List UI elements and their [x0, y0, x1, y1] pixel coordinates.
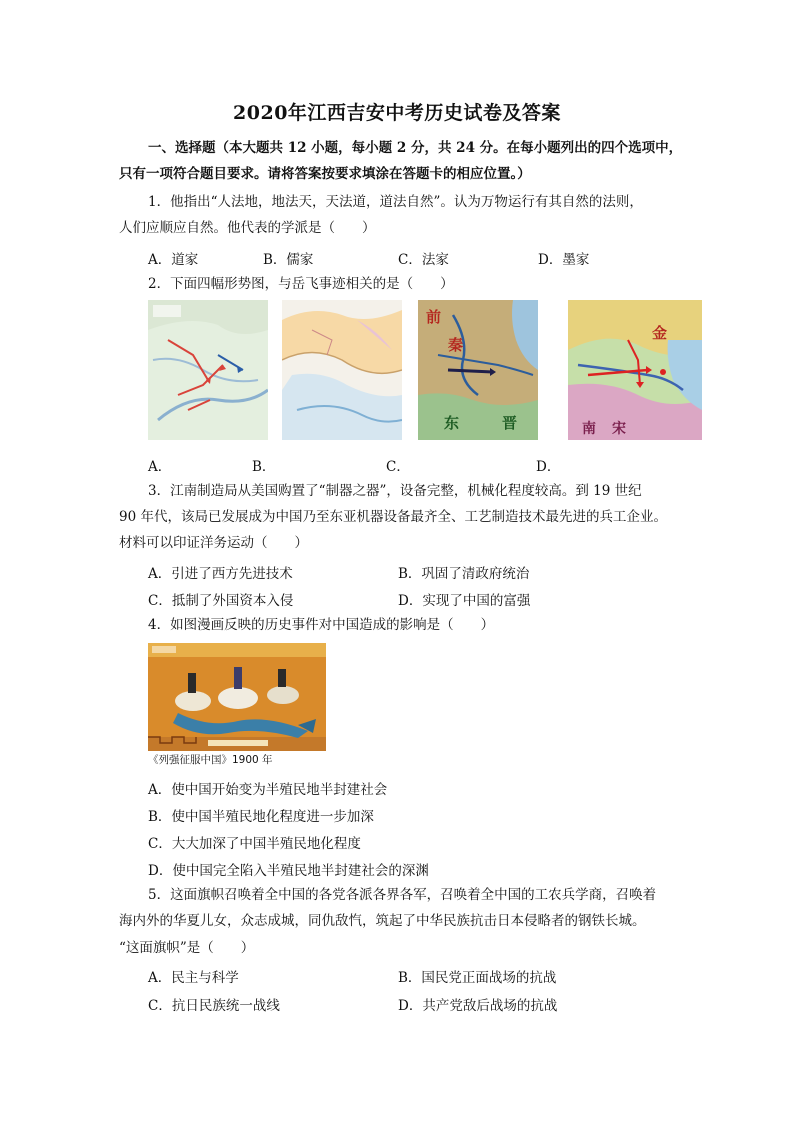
q3-stem-line2: 90 年代，该局已发展成为中国乃至东亚机器设备最齐全、工艺制造技术最先进的兵工企业。 — [119, 509, 667, 525]
q1-stem-line1: 1．他指出“人法地，地法天，天法道，道法自然”。认为万物运行有其自然的法则， — [148, 194, 643, 210]
q1-stem-line2: 人们应顺应自然。他代表的学派是（ ） — [119, 220, 376, 236]
q2-map-b[interactable] — [282, 300, 402, 440]
q2-label-a[interactable]: A． — [148, 459, 172, 475]
q3-stem-line1: 3．江南制造局从美国购置了“制器之器”，设备完整，机械化程度较高。到 19 世纪 — [148, 483, 642, 499]
q4-option-c[interactable]: C．大大加深了中国半殖民地化程度 — [148, 836, 361, 852]
q1-option-a[interactable]: A．道家 — [148, 252, 199, 268]
map-c-label-jin: 晋 — [502, 414, 518, 432]
map-d-label-nan: 南 — [582, 421, 596, 437]
section-heading-line1: 一、选择题（本大题共 12 小题，每小题 2 分，共 24 分。在每小题列出的四个选项中， — [148, 140, 683, 156]
q5-option-d[interactable]: D．共产党敌后战场的抗战 — [398, 998, 558, 1014]
q3-option-d[interactable]: D．实现了中国的富强 — [398, 593, 531, 609]
map-c-label-qian: 前 — [426, 308, 442, 326]
q2-stem: 2．下面四幅形势图，与岳飞事迹相关的是（ ） — [148, 276, 454, 292]
map-c-label-qin: 秦 — [448, 336, 464, 354]
q3-option-a[interactable]: A．引进了西方先进技术 — [148, 566, 293, 582]
section-heading-line2: 只有一项符合题目要求。请将答案按要求填涂在答题卡的相应位置。） — [119, 166, 531, 182]
q4-option-a[interactable]: A．使中国开始变为半殖民地半封建社会 — [148, 782, 388, 798]
map-d-label-song: 宋 — [612, 421, 626, 437]
q5-option-b[interactable]: B．国民党正面战场的抗战 — [398, 970, 557, 986]
q2-label-d[interactable]: D． — [536, 459, 561, 475]
q2-label-c[interactable]: C． — [386, 459, 410, 475]
q5-stem-line1: 5．这面旗帜召唤着全中国的各党各派各界各军，召唤着全中国的工农兵学商，召唤着 — [148, 887, 657, 903]
q5-stem-line3: “这面旗帜”是（ ） — [119, 940, 255, 956]
q1-option-d[interactable]: D．墨家 — [538, 252, 590, 268]
q1-option-b[interactable]: B．儒家 — [263, 252, 314, 268]
q5-stem-line2: 海内外的华夏儿女，众志成城，同仇敌忾，筑起了中华民族抗击日本侵略者的钢铁长城。 — [119, 913, 646, 929]
q2-label-b[interactable]: B． — [252, 459, 276, 475]
q5-option-a[interactable]: A．民主与科学 — [148, 970, 239, 986]
q2-map-a[interactable] — [148, 300, 268, 440]
q4-cartoon-image — [148, 643, 326, 751]
q3-stem-line3: 材料可以印证洋务运动（ ） — [119, 535, 308, 551]
map-d-label-jin: 金 — [652, 324, 668, 342]
q2-map-d[interactable] — [568, 300, 702, 440]
q4-option-d[interactable]: D．使中国完全陷入半殖民地半封建社会的深渊 — [148, 863, 429, 879]
q3-option-c[interactable]: C．抵制了外国资本入侵 — [148, 593, 294, 609]
q2-map-c[interactable] — [418, 300, 538, 440]
q4-cartoon-caption: 《列强征服中国》1900 年 — [148, 754, 273, 766]
map-c-label-dong: 东 — [444, 414, 460, 432]
page-title: 2020年江西吉安中考历史试卷及答案 — [233, 102, 561, 124]
q4-stem: 4．如图漫画反映的历史事件对中国造成的影响是（ ） — [148, 617, 495, 633]
q5-option-c[interactable]: C．抗日民族统一战线 — [148, 998, 280, 1014]
q4-option-b[interactable]: B．使中国半殖民地化程度进一步加深 — [148, 809, 374, 825]
q1-option-c[interactable]: C．法家 — [398, 252, 449, 268]
q3-option-b[interactable]: B．巩固了清政府统治 — [398, 566, 530, 582]
